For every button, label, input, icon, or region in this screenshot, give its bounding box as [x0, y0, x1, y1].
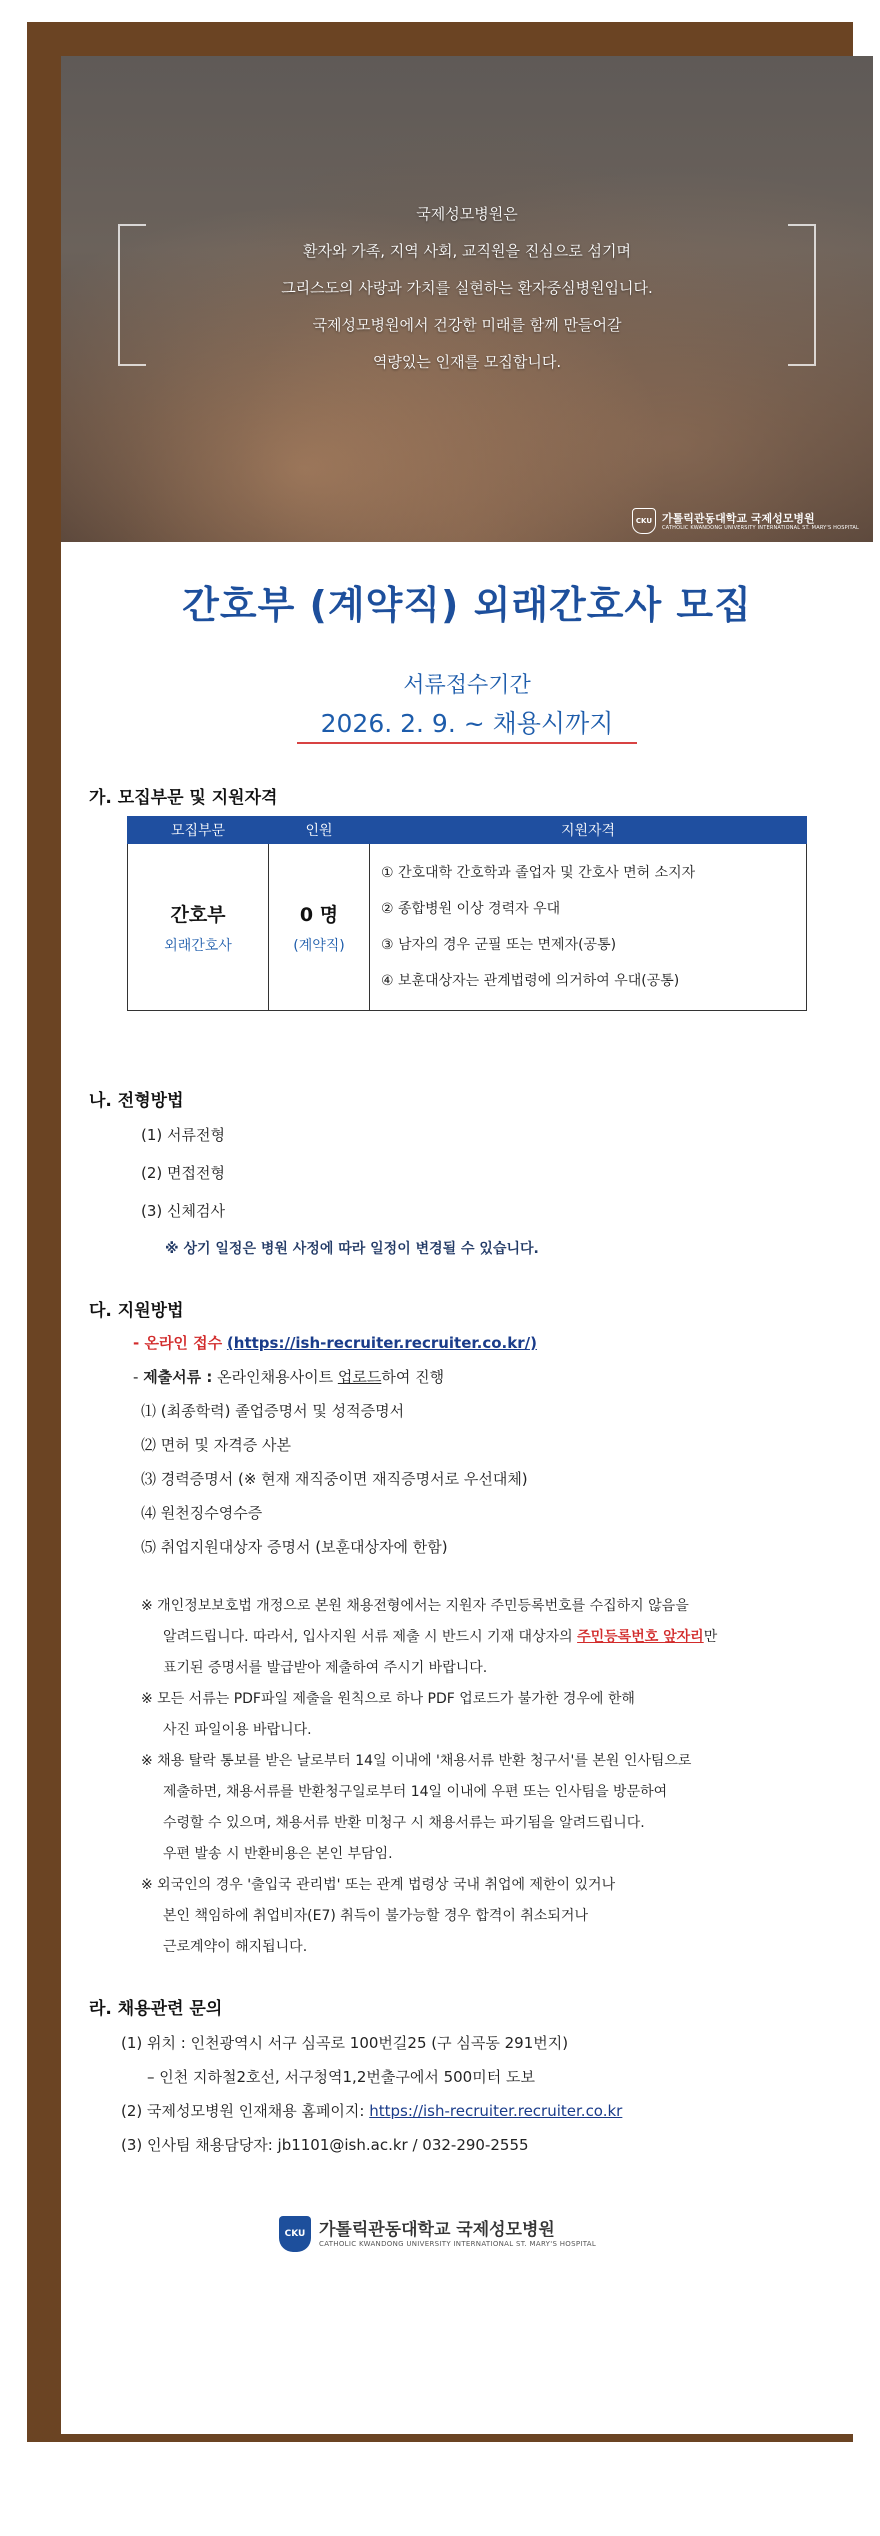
- contact-line: (3) 인사팀 채용담당자: jb1101@ish.ac.kr / 032-290-2555: [121, 2136, 529, 2154]
- count-value: 0 명: [299, 903, 339, 926]
- hero-line: 국제성모병원에서 건강한 미래를 함께 만들어갈: [312, 316, 622, 334]
- recruit-table: [127, 816, 807, 1011]
- doc-item: ⑴ (최종학력) 졸업증명서 및 성적증명서: [141, 1402, 405, 1420]
- hero-line: 그리스도의 사랑과 가치를 실현하는 환자중심병원입니다.: [281, 279, 653, 297]
- count-cell: [269, 844, 370, 1011]
- hero-bracket-right: [788, 224, 816, 366]
- pdf-note: ※ 모든 서류는 PDF파일 제출을 원칙으로 하나 PDF 업로드가 불가한 경우에 한해 사진 파일이용 바랍니다.: [141, 1691, 635, 1738]
- dept-cell: [128, 844, 269, 1011]
- homepage-link[interactable]: https://ish-recruiter.recruiter.co.kr: [369, 2102, 623, 2120]
- screening-step: (1) 서류전형: [141, 1126, 225, 1144]
- section-title-na: 나. 전형방법: [89, 1091, 184, 1111]
- section-title-ga: 가. 모집부문 및 지원자격: [89, 788, 278, 808]
- docs-label: 제출서류 :: [143, 1368, 213, 1386]
- table-row: [128, 844, 807, 1011]
- footer-logo-sub: CATHOLIC KWANDONG UNIVERSITY INTERNATIONAL ST. MARY'S HOSPITAL: [319, 2240, 597, 2248]
- hero-bracket-left: [118, 224, 146, 366]
- hospital-emblem-icon: CKU: [632, 508, 656, 534]
- qualification-cell: [370, 844, 807, 1011]
- footer-logo-name: 가톨릭관동대학교 국제성모병원: [319, 2220, 555, 2240]
- screening-step: (2) 면접전형: [141, 1164, 225, 1182]
- hospital-emblem-icon: CKU: [279, 2216, 311, 2252]
- table-header-row: [128, 817, 807, 844]
- hero-logo-sub: CATHOLIC KWANDONG UNIVERSITY INTERNATIONAL ST. MARY'S HOSPITAL: [661, 524, 859, 531]
- table-header: 모집부문: [128, 817, 269, 844]
- hero-banner: [61, 56, 873, 542]
- section-title-da: 다. 지원방법: [89, 1301, 184, 1321]
- schedule-note: ※ 상기 일정은 병원 사정에 따라 일정이 변경될 수 있습니다.: [165, 1241, 539, 1257]
- recruit-site-link[interactable]: (https://ish-recruiter.recruiter.co.kr/): [226, 1334, 537, 1352]
- table-header: 지원자격: [370, 817, 807, 844]
- qualification-item: ④ 보훈대상자는 관계법령에 의거하여 우대(공통): [381, 973, 680, 989]
- doc-item: ⑸ 취업지원대상자 증명서 (보훈대상자에 한함): [141, 1538, 448, 1556]
- hero-logo-name: 가톨릭관동대학교 국제성모병원: [661, 511, 815, 525]
- qualification-item: ③ 남자의 경우 군필 또는 면제자(공통): [381, 937, 617, 953]
- location-line: (1) 위치 : 인천광역시 서구 심곡로 100번길25 (구 심곡동 291번지): [121, 2034, 569, 2052]
- online-apply-line: - 온라인 접수 (https://ish-recruiter.recruiter.co.kr/): [133, 1334, 537, 1352]
- transit-line: – 인천 지하철2호선, 서구청역1,2번출구에서 500미터 도보: [147, 2068, 535, 2086]
- doc-item: ⑵ 면허 및 자격증 사본: [141, 1436, 291, 1454]
- docs-line: - 제출서류 : 온라인채용사이트 업로드하여 진행: [133, 1368, 445, 1386]
- count-sub: (계약직): [293, 937, 345, 954]
- hero-line: 역량있는 인재를 모집합니다.: [372, 353, 562, 371]
- doc-item: ⑶ 경력증명서 (※ 현재 재직중이면 재직증명서로 우선대체): [141, 1470, 528, 1488]
- hero-message: [181, 196, 753, 381]
- resident-number-highlight: 주민등록번호 앞자리: [577, 1629, 704, 1645]
- online-apply-label: 온라인 접수: [144, 1334, 223, 1352]
- hero-line: 국제성모병원은: [416, 205, 518, 223]
- footer-hospital-logo: [279, 2216, 596, 2252]
- doc-item: ⑷ 원천징수영수증: [141, 1504, 263, 1522]
- foreigner-note: ※ 외국인의 경우 '출입국 관리법' 또는 관계 법령상 국내 취업에 제한이 있거나 본인 책임하에 취업비자(E7) 취득이 불가능할 경우 합격이 취소되거나 근로계약이 해지됩니다.: [141, 1877, 616, 1955]
- return-note: ※ 채용 탈락 통보를 받은 날로부터 14일 이내에 '채용서류 반환 청구서'를 본원 인사팀으로 제출하면, 채용서류를 반환청구일로부터 14일 이내에 우편 또는 인사팀을 방문하여 수령할 수 있으며, 채용서류 반환 미청구 시 채용서류는 파기됨을 알려드립니다. 우편 발송 시 반환비용은 본인 부담임.: [141, 1753, 692, 1862]
- qualification-item: ① 간호대학 간호학과 졸업자 및 간호사 면허 소지자: [381, 865, 696, 881]
- period-date: 2026. 2. 9. ~ 채용시까지: [297, 704, 637, 744]
- homepage-line: (2) 국제성모병원 인재채용 홈페이지: https://ish-recruiter.recruiter.co.kr: [121, 2102, 623, 2120]
- screening-step: (3) 신체검사: [141, 1202, 225, 1220]
- qualification-item: ② 종합병원 이상 경력자 우대: [381, 901, 561, 917]
- privacy-note: ※ 개인정보보호법 개정으로 본원 채용전형에서는 지원자 주민등록번호를 수집하지 않음을 알려드립니다. 따라서, 입사지원 서류 제출 시 반드시 기재 대상자의 주민등록번호 앞자리만 표기된 증명서를 발급받아 제출하여 주시기 바랍니다.: [141, 1598, 718, 1676]
- poster-frame: [27, 22, 859, 2442]
- poster-body: [61, 56, 873, 2434]
- hero-line: 환자와 가족, 지역 사회, 교직원을 진심으로 섬기며: [303, 242, 631, 260]
- dept-name: 간호부: [170, 903, 226, 926]
- page-title: 간호부 (계약직) 외래간호사 모집: [182, 583, 752, 627]
- section-title-ra: 라. 채용관련 문의: [89, 1999, 223, 2019]
- table-header: 인원: [269, 817, 370, 844]
- period-label: 서류접수기간: [403, 673, 531, 698]
- dept-sub: 외래간호사: [164, 937, 232, 954]
- hero-hospital-logo: [632, 508, 859, 534]
